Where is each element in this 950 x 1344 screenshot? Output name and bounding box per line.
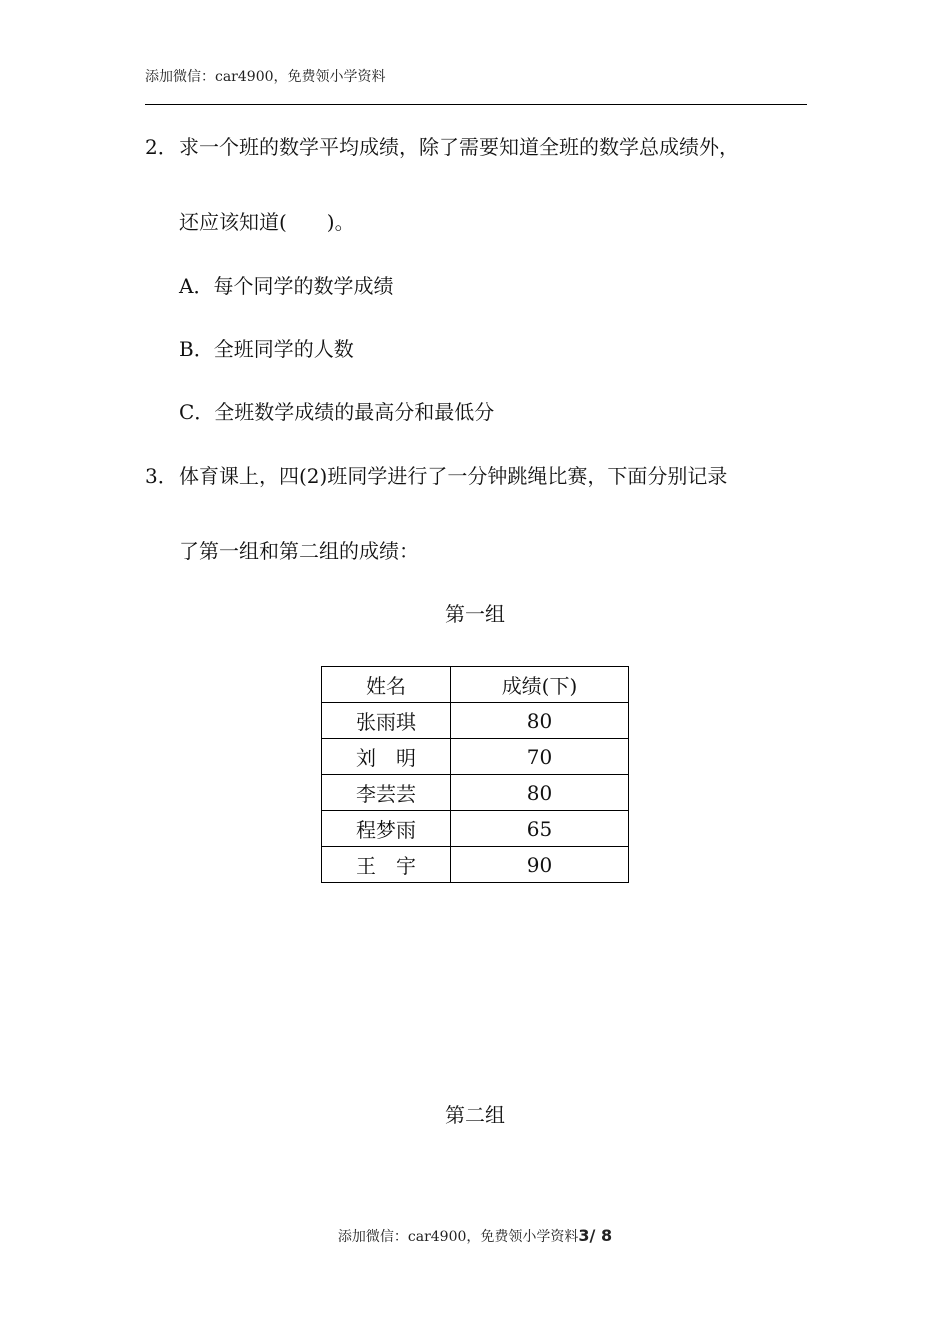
question-3-line-1: 体育课上，四(2)班同学进行了一分钟跳绳比赛，下面分别记录 [179,464,728,488]
group-1-score-table [321,666,629,883]
score-cell: 70 [451,739,629,775]
column-header-score: 成绩(下) [451,667,629,703]
page-footer [0,1226,950,1246]
table-row [322,703,629,739]
group-2-title: 第二组 [445,1103,505,1127]
column-header-name: 姓名 [322,667,451,703]
table-row [322,775,629,811]
question-2-option-a: A．每个同学的数学成绩 [179,274,394,298]
student-name-cell: 张雨琪 [322,703,451,739]
table-row [322,811,629,847]
student-name-cell: 刘 明 [322,739,451,775]
header-divider [145,104,807,105]
student-name-cell: 程梦雨 [322,811,451,847]
table-header-row [322,667,629,703]
student-name-cell: 王 宇 [322,847,451,883]
question-3-number: 3． [145,464,178,488]
page-header-text: 添加微信：car4900，免费领小学资料 [145,69,386,85]
table-row [322,739,629,775]
footer-text: 添加微信：car4900，免费领小学资料 [337,1229,579,1245]
student-name-cell: 李芸芸 [322,775,451,811]
group-1-title: 第一组 [445,602,505,626]
question-2-line-1: 求一个班的数学平均成绩，除了需要知道全班的数学总成绩外， [179,135,739,159]
table-row [322,847,629,883]
question-2-option-b: B．全班同学的人数 [179,337,354,361]
question-2-line-2: 还应该知道( )。 [179,210,355,234]
question-2-number: 2． [145,135,178,159]
page-number: 3/ 8 [578,1226,613,1245]
score-cell: 90 [451,847,629,883]
score-cell: 65 [451,811,629,847]
question-3-line-2: 了第一组和第二组的成绩： [179,539,419,563]
score-cell: 80 [451,775,629,811]
question-2-option-c: C．全班数学成绩的最高分和最低分 [179,400,495,424]
score-cell: 80 [451,703,629,739]
